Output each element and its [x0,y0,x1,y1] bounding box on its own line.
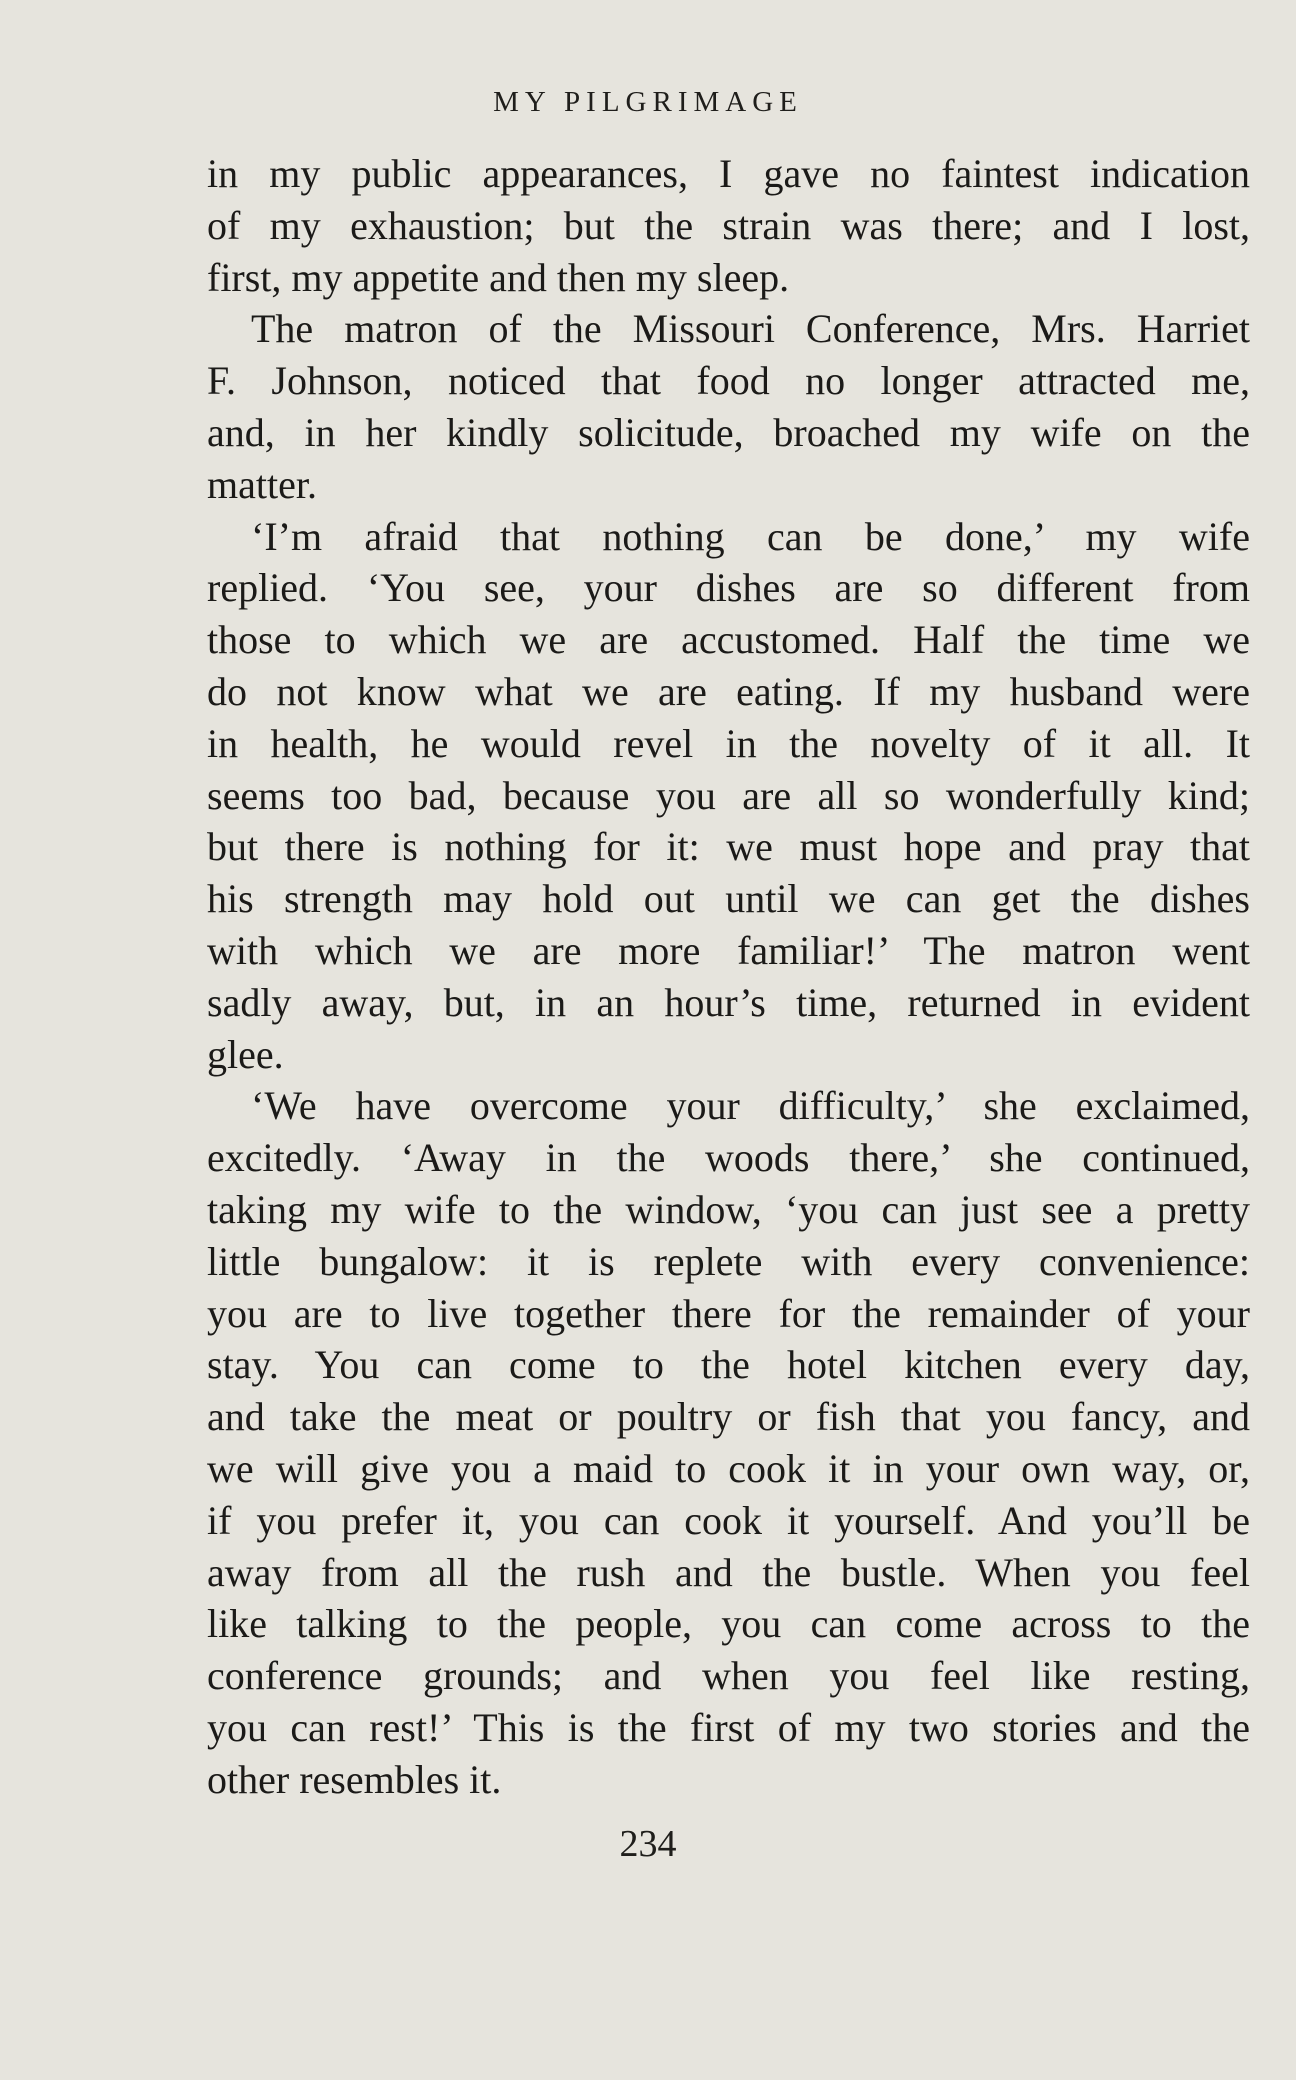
text-line: and take the meat or poultry or fish that you fancy, and [207,1394,1250,1440]
text-line: but there is nothing for it: we must hope and pray that [207,824,1250,870]
text-line: other resembles it. [207,1756,502,1802]
text-line: first, my appetite and then my sleep. [207,254,790,300]
text-line: seems too bad, because you are all so wonderfully kind; [207,772,1250,818]
text-line: taking my wife to the window, ‘you can just see a pretty [207,1186,1250,1232]
text-line: if you prefer it, you can cook it yourself. And you’ll be [207,1497,1250,1543]
text-line: do not know what we are eating. If my husband were [207,668,1250,714]
text-line: his strength may hold out until we can get the dishes [207,876,1250,922]
text-line: conference grounds; and when you feel like resting, [207,1653,1250,1699]
text-line: little bungalow: it is replete with every convenience: [207,1238,1250,1284]
text-line: excitedly. ‘Away in the woods there,’ she continued, [207,1135,1250,1181]
text-line: F. Johnson, noticed that food no longer attracted me, [207,358,1250,404]
text-line: and, in her kindly solicitude, broached my wife on the [207,409,1250,455]
text-line: you are to live together there for the remainder of your [207,1290,1250,1336]
text-line: we will give you a maid to cook it in your own way, or, [207,1445,1250,1491]
text-line: The matron of the Missouri Conference, Mrs. Harriet [251,306,1250,352]
text-line: with which we are more familiar!’ The matron went [207,927,1250,973]
text-line: in my public appearances, I gave no faintest indication [207,151,1250,196]
text-line: in health, he would revel in the novelty of it all. It [207,720,1250,766]
body-text [207,148,1250,1806]
text-line: you can rest!’ This is the first of my two stories and the [207,1704,1250,1750]
text-line: of my exhaustion; but the strain was there; and I lost, [207,202,1250,248]
text-line: ‘We have overcome your difficulty,’ she exclaimed, [251,1083,1250,1129]
page-number: 234 [619,1823,677,1865]
text-line: those to which we are accustomed. Half the time we [207,617,1250,663]
text-line: replied. ‘You see, your dishes are so different from [207,565,1250,611]
text-line: glee. [207,1031,284,1077]
text-line: stay. You can come to the hotel kitchen every day, [207,1342,1250,1388]
running-head: MY PILGRIMAGE [493,86,803,118]
text-line: matter. [207,461,317,507]
text-line: away from all the rush and the bustle. When you feel [207,1549,1250,1595]
text-line: like talking to the people, you can come across to the [207,1601,1250,1647]
text-line: ‘I’m afraid that nothing can be done,’ my wife [251,513,1250,559]
text-line: sadly away, but, in an hour’s time, returned in evident [207,979,1250,1025]
